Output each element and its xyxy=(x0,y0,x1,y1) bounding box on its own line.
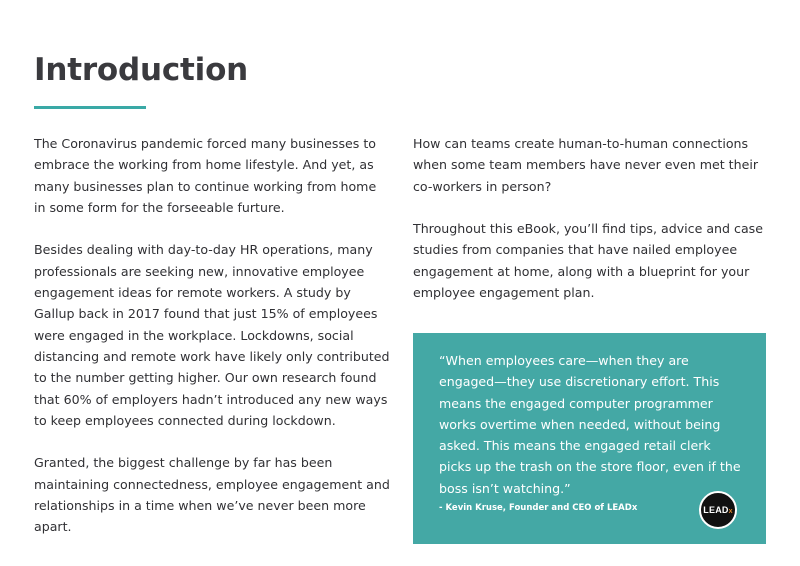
left-column xyxy=(34,133,390,559)
quote-text: “When employees care—when they are engaged—they use discretionary effort. This means the engaged computer programmer works overtime when needed, without being asked. This means the engaged retail clerk picks up the trash on the store floor, even if the boss isn’t watching.” xyxy=(439,353,741,496)
logo-suffix: x xyxy=(728,508,733,515)
intro-paragraph-3: Granted, the biggest challenge by far has been maintaining connectedness, employee engagement and relationships in a time when we’ve never been more apart. xyxy=(34,455,390,535)
intro-paragraph-4: How can teams create human-to-human connections when some team members have never even met their co-workers in person? xyxy=(413,136,758,194)
right-column xyxy=(413,133,769,325)
title-underline xyxy=(34,106,146,109)
logo-text xyxy=(703,505,732,515)
intro-paragraph-5: Throughout this eBook, you’ll find tips, advice and case studies from companies that have nailed employee engagement at home, along with a blueprint for your employee engagement plan. xyxy=(413,221,763,301)
intro-paragraph-1: The Coronavirus pandemic forced many businesses to embrace the working from home lifestyle. And yet, as many businesses plan to continue working from home in some form for the forseeable furture. xyxy=(34,136,377,215)
logo-main: LEAD xyxy=(703,505,729,515)
leadx-logo xyxy=(699,491,737,529)
quote-box xyxy=(413,333,766,544)
quote-attribution: - Kevin Kruse, Founder and CEO of LEADx xyxy=(439,503,638,513)
page-title: Introduction xyxy=(34,52,249,88)
intro-paragraph-2: Besides dealing with day-to-day HR operations, many professionals are seeking new, innovative employee engagement ideas for remote workers. A study by Gallup back in 2017 found that just 15% of employees were engaged in the workplace. Lockdowns, social distancing and remote work have likely only contributed to the number getting higher. Our own research found that 60% of employers hadn’t introduced any new ways to keep employees connected during lockdown. xyxy=(34,242,390,428)
